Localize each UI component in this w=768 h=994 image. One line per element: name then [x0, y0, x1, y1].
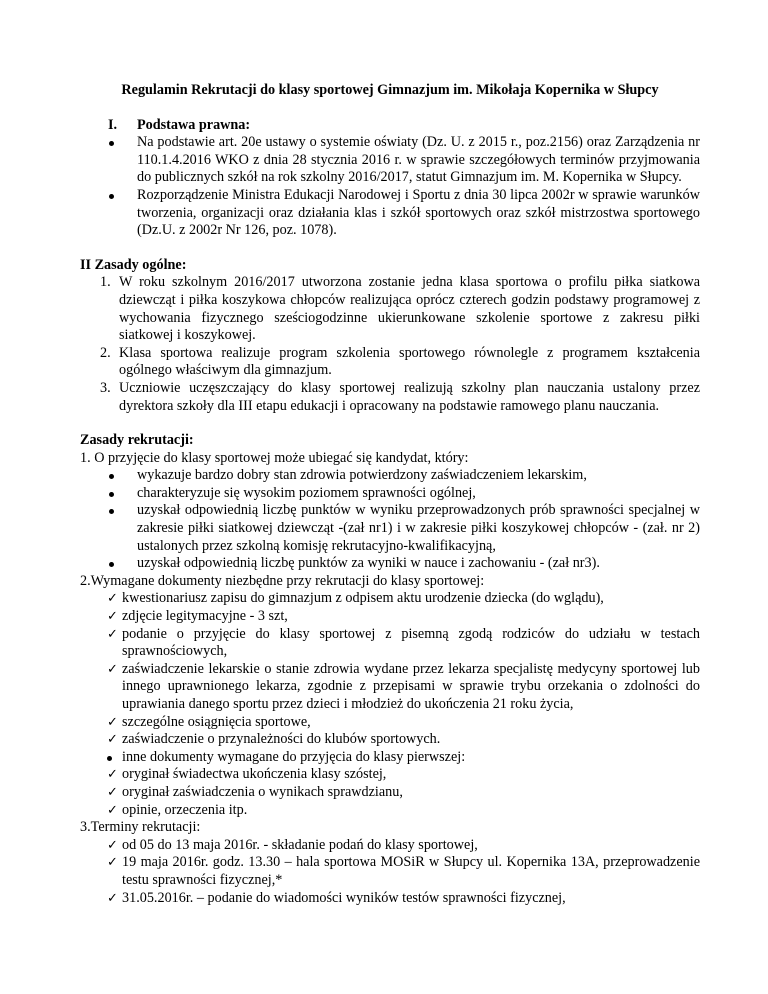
list-item: ✓ oryginał świadectwa ukończenia klasy szóstej,	[107, 766, 387, 783]
list-item: 1. W roku szkolnym 2016/2017 utworzona zostanie jedna klasa sportowa o profilu piłka siatkowa dziewcząt i piłka koszykowa chłopców realizująca oprócz czterech godzin podstawy programowej z wychowania fizycznego sześciogodzinne ukierunkowane szkolenie sportowe z zakresu piłki siatkowej i koszykowej.	[100, 274, 700, 344]
bullet-icon	[109, 502, 137, 555]
checkmark-icon: ✓	[107, 784, 118, 800]
list-item: 2. Klasa sportowa realizuje program szkolenia sportowego równolegle z programem kształcenia ogólnego właściwym dla gimnazjum.	[100, 344, 700, 379]
bullet-icon	[109, 555, 137, 573]
checkmark-icon: ✓	[107, 890, 118, 906]
list-item: uzyskał odpowiednią liczbę punktów za wyniki w nauce i zachowaniu - (zał nr3).	[80, 555, 700, 573]
list-item: 3. Uczniowie uczęszczający do klasy sportowej realizują szkolny plan nauczania ustalony przez dyrektora szkoły dla III etapu edukacji i opracowany na podstawie ramowego planu nauczania.	[100, 379, 700, 414]
bullet-icon	[109, 134, 137, 187]
checkmark-icon: ✓	[107, 855, 118, 871]
list-item: ✓ szczególne osiągnięcia sportowe,	[107, 713, 311, 730]
list-item: wykazuje bardzo dobry stan zdrowia potwierdzony zaświadczeniem lekarskim,	[80, 467, 700, 485]
section-heading: Zasady rekrutacji:	[80, 432, 194, 449]
bullet-icon	[109, 485, 137, 503]
checkmark-icon: ✓	[107, 591, 118, 607]
list-item: Rozporządzenie Ministra Edukacji Narodowej i Sportu z dnia 30 lipca 2002r w sprawie warunków tworzenia, organizacji oraz działania klas i szkół sportowych oraz szkół mistrzostwa sportowego (Dz.U. z 2002r Nr 126, poz. 1078).	[80, 187, 700, 240]
bullet-icon	[107, 749, 122, 767]
checkmark-icon: ✓	[107, 732, 118, 748]
checkmark-icon: ✓	[107, 661, 118, 677]
list-item: ✓ zaświadczenie lekarskie o stanie zdrowia wydane przez lekarza specjalistę medycyny sportowej lub innego uprawnionego lekarza, zgodnie z przepisami w sprawie trybu orzekania o zdolności do uprawiania danego sportu przez dzieci i młodzież do ukończenia 21 roku życia,	[107, 660, 700, 712]
list-item: ✓ oryginał zaświadczenia o wynikach sprawdzianu,	[107, 783, 403, 800]
section-heading: II Zasady ogólne:	[80, 256, 187, 273]
section-general-rules	[80, 257, 700, 415]
section-recruitment	[80, 432, 700, 907]
document-title: Regulamin Rekrutacji do klasy sportowej Gimnazjum im. Mikołaja Kopernika w Słupcy	[121, 82, 659, 98]
list-item: ✓ podanie o przyjęcie do klasy sportowej z pisemną zgodą rodziców do udziału w testach sprawnościowych,	[107, 625, 700, 660]
section-legal-basis	[80, 117, 700, 240]
list-item: charakteryzuje się wysokim poziomem sprawności ogólnej,	[80, 485, 700, 503]
section-numeral: I.	[108, 116, 118, 133]
list-item: ✓ kwestionariusz zapisu do gimnazjum z odpisem aktu urodzenie dziecka (do wglądu),	[107, 590, 604, 607]
bullet-icon	[109, 187, 137, 240]
list-item: ✓ zaświadczenie o przynależności do klubów sportowych.	[107, 731, 441, 748]
checkmark-icon: ✓	[107, 802, 118, 818]
section-heading	[80, 117, 700, 135]
bullet-icon	[109, 467, 137, 485]
recruitment-point-1: 1. O przyjęcie do klasy sportowej może ubiegać się kandydat, który:	[80, 449, 469, 466]
checkmark-icon: ✓	[107, 767, 118, 783]
checkmark-icon: ✓	[107, 837, 118, 853]
list-item: ✓ zdjęcie legitymacyjne - 3 szt,	[107, 608, 288, 625]
list-item: ✓ od 05 do 13 maja 2016r. - składanie podań do klasy sportowej,	[107, 836, 478, 853]
list-item: inne dokumenty wymagane do przyjęcia do klasy pierwszej:	[80, 749, 700, 767]
list-item: ✓ 31.05.2016r. – podanie do wiadomości wyników testów sprawności fizycznej,	[107, 889, 566, 906]
list-item: Na podstawie art. 20e ustawy o systemie oświaty (Dz. U. z 2015 r., poz.2156) oraz Zarządzenia nr 110.1.4.2016 WKO z dnia 28 stycznia 2016 r. w sprawie szczegółowych terminów przyjmowania do publicznych szkół na rok szkolny 2016/2017, statut Gimnazjum im. M. Kopernika w Słupcy.	[80, 134, 700, 187]
checkmark-icon: ✓	[107, 714, 118, 730]
list-item: ✓ 19 maja 2016r. godz. 13.30 – hala sportowa MOSiR w Słupcy ul. Kopernika 13A, przeprowadzenie testu sprawności fizycznej,*	[107, 854, 700, 888]
checkmark-icon: ✓	[107, 609, 118, 625]
section-title: Podstawa prawna:	[137, 116, 251, 133]
recruitment-point-3: 3.Terminy rekrutacji:	[80, 819, 201, 836]
list-item: uzyskał odpowiednią liczbę punktów w wyniku przeprowadzonych prób sprawności specjalnej w zakresie piłki siatkowej dziewcząt -(zał nr1) i w zakresie piłki koszykowej chłopców - (zał. nr 2) ustalonych przez szkolną komisję rekrutacyjno-kwalifikacyjną,	[80, 502, 700, 555]
document-page	[80, 82, 700, 907]
recruitment-point-2: 2.Wymagane dokumenty niezbędne przy rekrutacji do klasy sportowej:	[80, 572, 485, 589]
list-item: ✓ opinie, orzeczenia itp.	[107, 801, 248, 818]
checkmark-icon: ✓	[107, 626, 118, 642]
